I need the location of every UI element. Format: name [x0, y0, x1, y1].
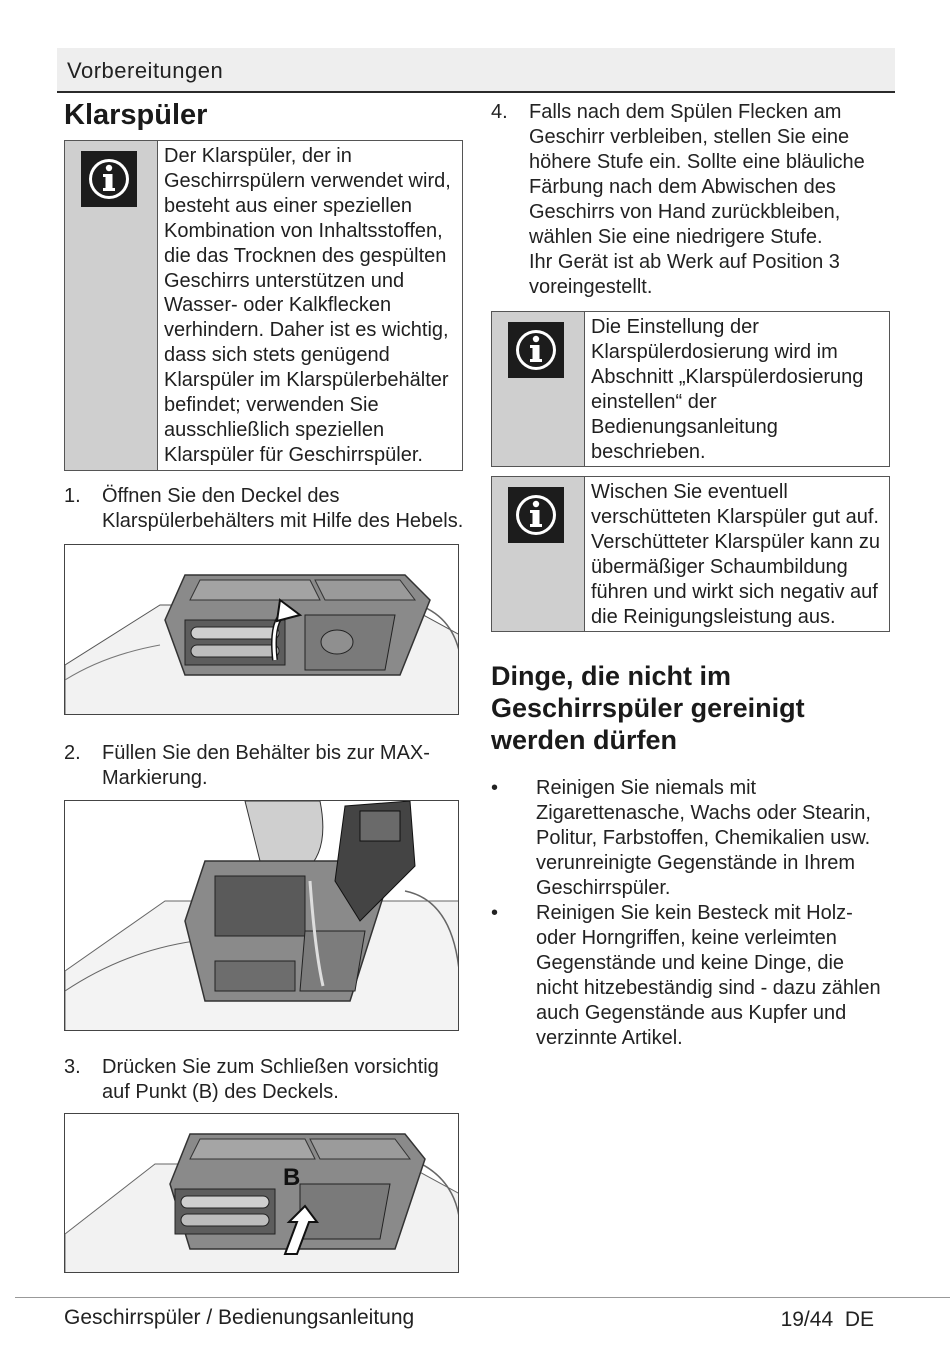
step-1	[64, 484, 464, 534]
dispenser-fill-illustration	[65, 801, 459, 1031]
step-3-number: 3.	[64, 1056, 81, 1078]
bullet-text-1: Reinigen Sie niemals mit Zigarettenasche, Wachs oder Stearin, Politur, Farbstoffen, Chemikalien usw. verunreinigte Gegenstände in Ihrem Geschirrspüler.	[536, 777, 871, 899]
dispenser-close-illustration	[65, 1114, 459, 1273]
page-number: 19/44	[780, 1308, 834, 1331]
info-box-dosierung	[491, 311, 890, 467]
language-code: DE	[844, 1308, 874, 1331]
info-text-1: Der Klarspüler, der in Geschirrspülern verwendet wird, besteht aus einer speziellen Kombination von Inhaltsstoffen, die das Trocknen des gespülten Geschirrs unterstützen und Wasser- oder Kalkflecken verhindern. Daher ist es wichtig, dass sich stets genügend Klarspüler im Klarspülerbehälter befindet; verwenden Sie ausschließlich speziellen Klarspüler für Geschirrspüler.	[164, 145, 451, 466]
header-title: Vorbereitungen	[67, 58, 224, 83]
step-4-number: 4.	[491, 101, 508, 123]
step-2-number: 2.	[64, 742, 81, 764]
list-item	[491, 776, 891, 901]
info-icon	[81, 151, 137, 207]
right-column	[491, 100, 891, 1051]
step-4-text: Falls nach dem Spülen Flecken am Geschirr verbleiben, stellen Sie eine höhere Stufe ein. Sollte eine bläuliche Färbung nach dem Abwischen des Geschirrs von Hand zurückbleiben, wählen Sie eine niedrigere Stufe.	[529, 101, 865, 248]
info-icon	[508, 487, 564, 543]
page-header	[57, 48, 895, 93]
list-item	[491, 901, 891, 1051]
info-box-verschuettet	[491, 476, 890, 632]
info-text-2: Die Einstellung der Klarspülerdosierung wird im Abschnitt „Klarspülerdosierung einstellen“ der Bedienungsanleitung beschrieben.	[591, 316, 864, 463]
bullet-dot: •	[491, 777, 499, 799]
info-icon-cell-3	[492, 477, 585, 631]
figure-fill-container	[64, 800, 459, 1031]
step-4-factory-note: Ihr Gerät ist ab Werk auf Position 3 voreingestellt.	[529, 251, 840, 298]
footer-page-info	[781, 1308, 874, 1332]
info-icon-cell	[65, 141, 158, 470]
step-1-number: 1.	[64, 485, 81, 507]
bullet-dot: •	[491, 902, 499, 924]
left-column	[64, 96, 464, 1273]
info-icon-cell-2	[492, 312, 585, 466]
step-2-text: Füllen Sie den Behälter bis zur MAX-Markierung.	[102, 742, 430, 789]
footer-divider	[15, 1297, 950, 1298]
point-b-label: B	[283, 1164, 301, 1191]
figure-close-lid	[64, 1113, 459, 1273]
figure-open-lid	[64, 544, 459, 715]
info-icon	[508, 322, 564, 378]
info-text-3: Wischen Sie eventuell verschütteten Klarspüler gut auf. Verschütteter Klarspüler kann zu übermäßiger Schaumbildung führen und wirkt sich negativ auf die Reinigungsleistung aus.	[591, 481, 881, 628]
dispenser-open-illustration	[65, 545, 459, 715]
bullet-list	[491, 776, 891, 1051]
footer-document-title: Geschirrspüler / Bedienungsanleitung	[64, 1306, 415, 1329]
step-3	[64, 1055, 464, 1105]
section-heading-klarspueler: Klarspüler	[64, 99, 208, 131]
info-box-klarspueler	[64, 140, 463, 471]
step-1-text: Öffnen Sie den Deckel des Klarspülerbehälters mit Hilfe des Hebels.	[102, 485, 464, 532]
step-4	[491, 100, 891, 300]
bullet-text-2: Reinigen Sie kein Besteck mit Holz- oder Horngriffen, keine verleimten Gegenstände und keine Dinge, die nicht hitzebeständig sind - dazu zählen auch Gegenstände aus Kupfer und verzinnte Artikel.	[536, 902, 881, 1049]
step-2	[64, 741, 464, 791]
section-heading-nicht-reinigen: Dinge, die nicht im Geschirrspüler gereinigt werden dürfen	[491, 661, 805, 755]
step-3-text: Drücken Sie zum Schließen vorsichtig auf Punkt (B) des Deckels.	[102, 1056, 439, 1103]
